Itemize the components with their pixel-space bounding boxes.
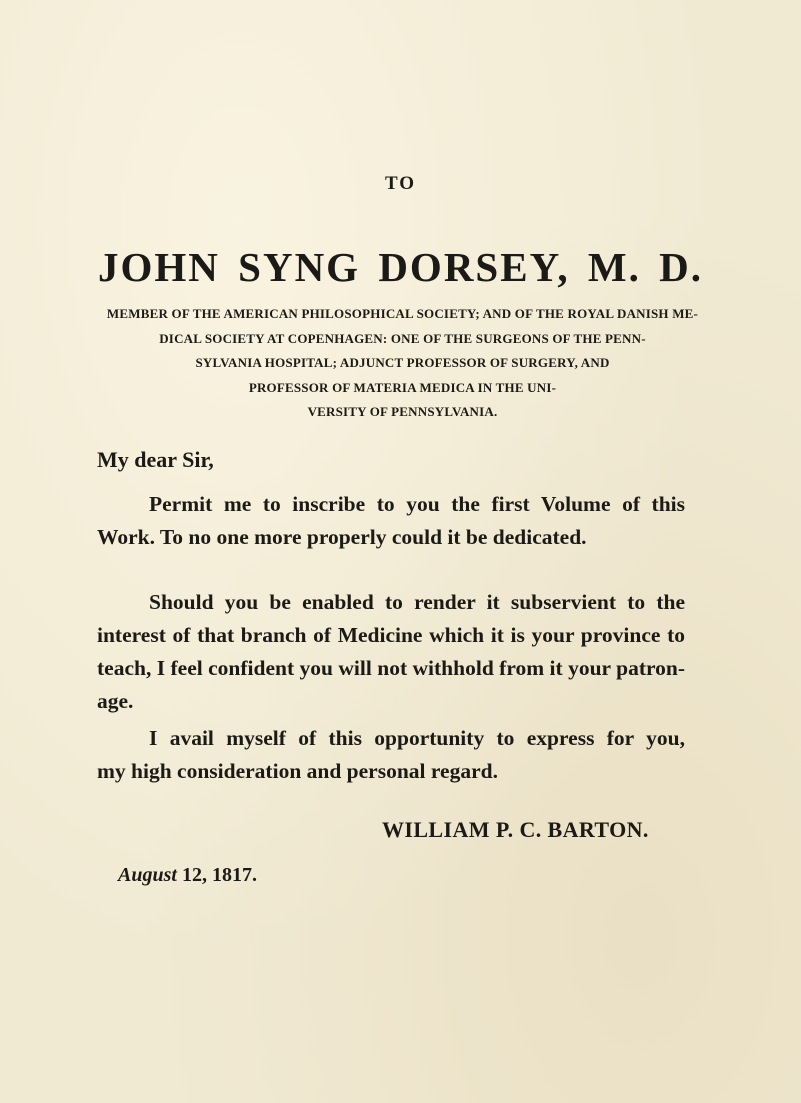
dedication-to: TO [384, 173, 417, 194]
paragraph-line: Should you be enabled to render it subservient to the [149, 590, 685, 614]
letter-paragraph-2 [97, 586, 685, 718]
credentials-line: VERSITY OF PENNSYLVANIA. [307, 404, 498, 419]
paragraph-line: Permit me to inscribe to you the first Volume of this [149, 492, 685, 516]
dedicatee-name: JOHN SYNG DORSEY, M. D. [98, 244, 703, 290]
paragraph-line: age. [97, 689, 134, 713]
paragraph-line: teach, I feel confident you will not withhold from it your patron- [97, 656, 685, 680]
letter-paragraph-1 [97, 488, 685, 554]
credentials-line: SYLVANIA HOSPITAL; ADJUNCT PROFESSOR OF SURGERY, AND [195, 355, 610, 370]
credentials-line: DICAL SOCIETY AT COPENHAGEN: ONE OF THE SURGEONS OF THE PENN- [159, 330, 646, 346]
paragraph-line: interest of that branch of Medicine which it is your province to [97, 623, 685, 647]
paragraph-line: Work. To no one more properly could it be dedicated. [97, 525, 587, 549]
letter-date [118, 864, 257, 887]
credentials-line: PROFESSOR OF MATERIA MEDICA IN THE UNI- [248, 379, 557, 395]
date-day-year: 12, 1817. [176, 864, 257, 886]
paragraph-line: I avail myself of this opportunity to express for you, [149, 726, 685, 750]
date-month: August [118, 864, 177, 886]
dedicatee-credentials [80, 302, 725, 425]
letter-paragraph-3 [97, 722, 685, 788]
paragraph-line: my high consideration and personal regard. [97, 759, 498, 783]
letter-signature: WILLIAM P. C. BARTON. [382, 817, 649, 842]
letter-greeting: My dear Sir, [97, 447, 214, 472]
credentials-line: MEMBER OF THE AMERICAN PHILOSOPHICAL SOCIETY; AND OF THE ROYAL DANISH ME- [106, 306, 699, 321]
